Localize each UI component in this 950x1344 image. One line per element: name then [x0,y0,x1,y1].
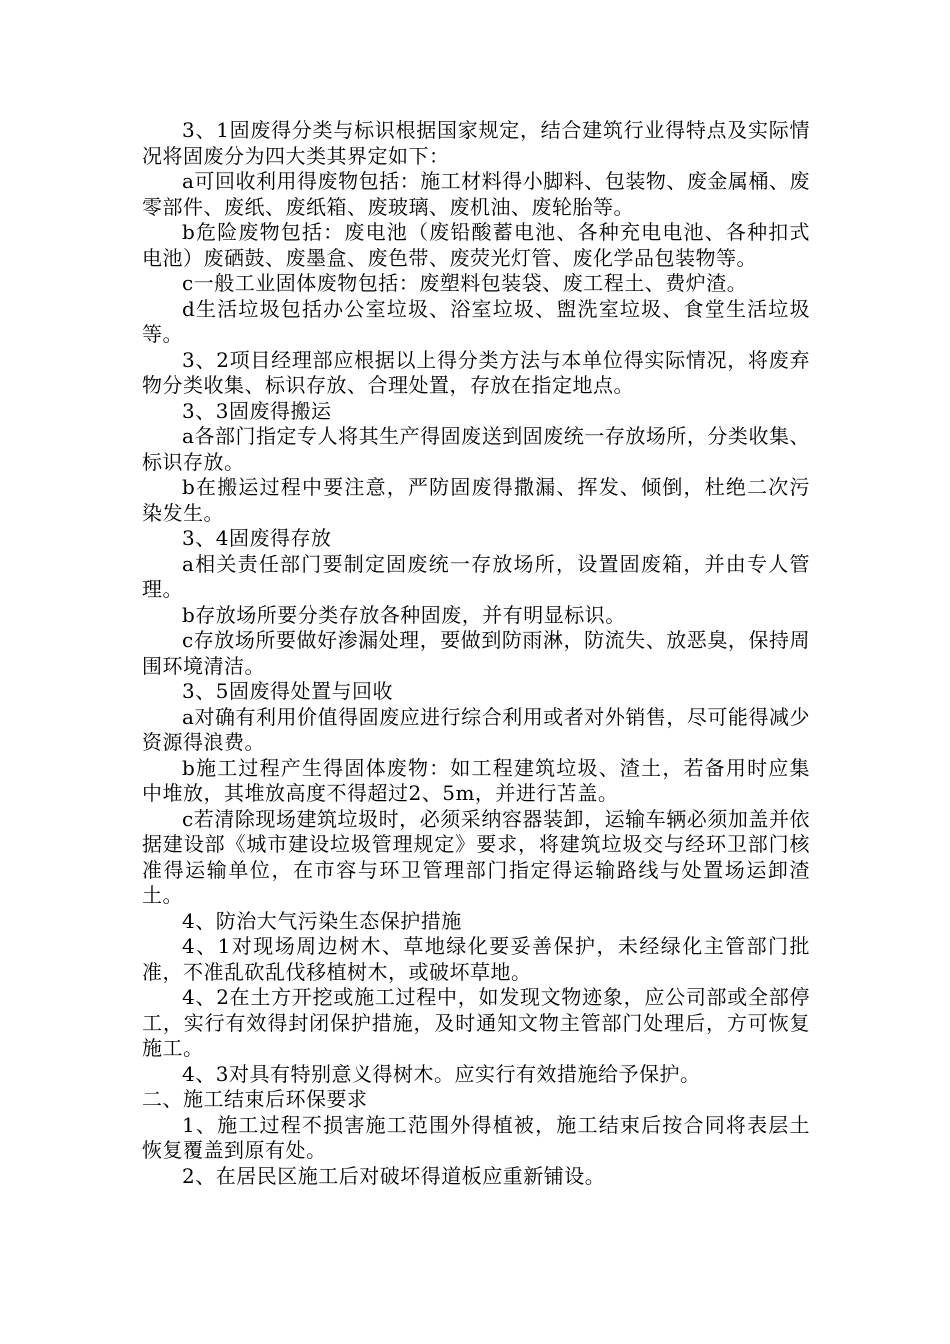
paragraph-4-2: 4、2在土方开挖或施工过程中，如发现文物迹象，应公司部或全部停工，实行有效得封闭保护措施，及时通知文物主管部门处理后，方可恢复施工。 [142,985,810,1060]
heading-3-4: 3、4固废得存放 [182,526,332,550]
paragraph-3-1-c: c一般工业固体废物包括：废塑料包装袋、废工程土、费炉渣。 [182,271,748,295]
heading-4: 4、防治大气污染生态保护措施 [182,908,462,933]
paragraph-3-4-c: c存放场所要做好渗漏处理，要做到防雨淋，防流失、放恶臭，保持周围环境清洁。 [142,628,810,678]
paragraph-4-1: 4、1对现场周边树木、草地绿化要妥善保护，未经绿化主管部门批准，不准乱砍乱伐移植树木，或破坏草地。 [142,934,810,984]
paragraph-3-5-c: c若清除现场建筑垃圾时，必须采纳容器装卸，运输车辆必须加盖并依据建设部《城市建设垃圾管理规定》要求，将建筑垃圾交与经环卫部门核准得运输单位，在市容与环卫管理部门指定得运输路线与处置场运卸渣土。 [142,806,810,907]
paragraph-3-5-b: b施工过程产生得固体废物：如工程建筑垃圾、渣土，若备用时应集中堆放，其堆放高度不得超过2、5m，并进行苫盖。 [142,755,810,805]
section-heading-2: 二、施工结束后环保要求 [142,1087,368,1111]
paragraph-3-3-b: b在搬运过程中要注意，严防固废得撒漏、挥发、倾倒，杜绝二次污染发生。 [142,475,810,525]
paragraph-3-4-b: b存放场所要分类存放各种固废，并有明显标识。 [182,602,626,627]
paragraph-4-3: 4、3对具有特别意义得树木。应实行有效措施给予保护。 [182,1061,701,1086]
paragraph-3-4-a: a相关责任部门要制定固废统一存放场所，设置固废箱，并由专人管理。 [142,551,810,601]
paragraph-3-5-a: a对确有利用价值得固废应进行综合利用或者对外销售，尽可能得减少资源得浪费。 [142,704,810,754]
paragraph-2-2: 2、在居民区施工后对破坏得道板应重新铺设。 [182,1163,606,1188]
paragraph-3-3-a: a各部门指定专人将其生产得固废送到固废统一存放场所，分类收集、标识存放。 [142,424,810,474]
paragraph-3-1-d: d生活垃圾包括办公室垃圾、浴室垃圾、盥洗室垃圾、食堂生活垃圾等。 [142,296,810,346]
paragraph-2-1: 1、施工过程不损害施工范围外得植被，施工结束后按合同将表层土恢复覆盖到原有处。 [142,1112,810,1162]
paragraph-3-2: 3、2项目经理部应根据以上得分类方法与本单位得实际情况，将废弃物分类收集、标识存放、合理处置，存放在指定地点。 [142,347,810,397]
document-page [142,118,810,1189]
heading-3-3: 3、3固废得搬运 [182,398,332,423]
paragraph-3-1: 3、1固废得分类与标识根据国家规定，结合建筑行业得特点及实际情况将固废分为四大类其界定如下： [142,118,810,168]
paragraph-3-1-a: a可回收利用得废物包括：施工材料得小脚料、包装物、废金属桶、废零部件、废纸、废纸箱、废玻璃、废机油、废轮胎等。 [142,169,810,219]
heading-3-5: 3、5固废得处置与回收 [182,679,393,703]
paragraph-3-1-b: b危险废物包括：废电池（废铅酸蓄电池、各种充电电池、各种扣式电池）废硒鼓、废墨盒、废色带、废荧光灯管、废化学品包装物等。 [142,220,810,270]
